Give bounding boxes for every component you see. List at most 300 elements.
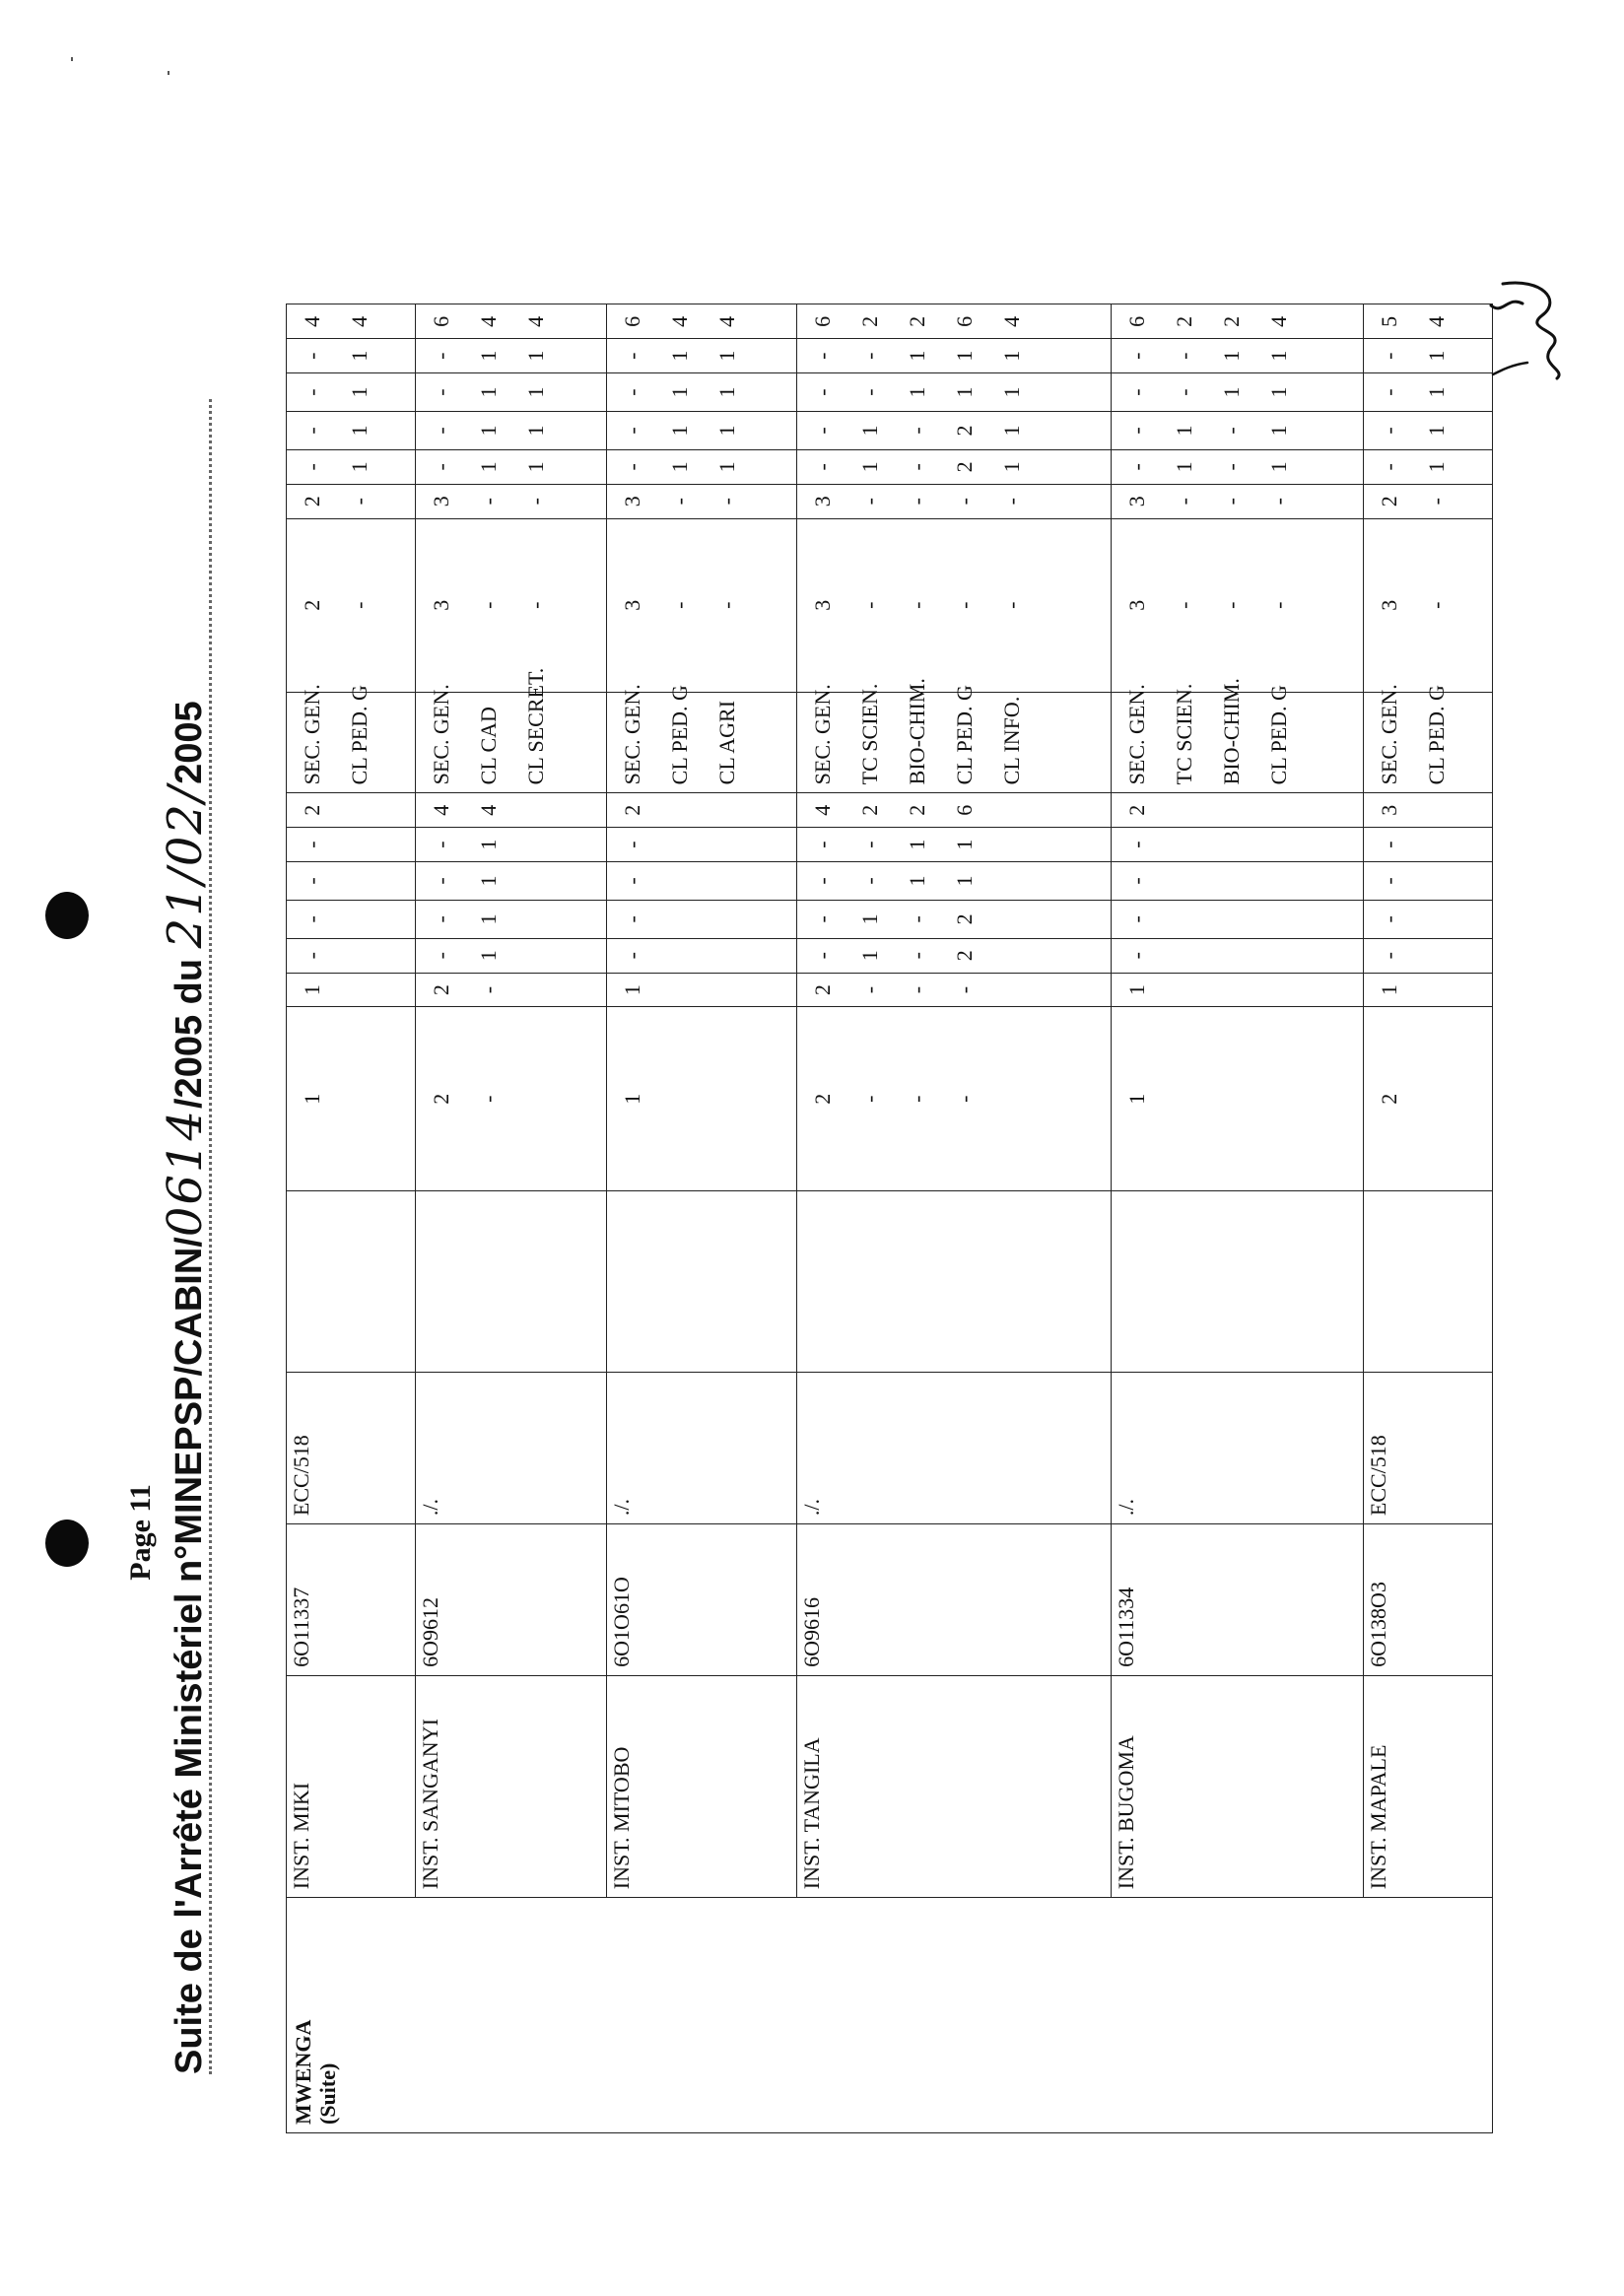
reference: ./. bbox=[1111, 1373, 1363, 1524]
section-count: - bbox=[1123, 388, 1149, 396]
section-total-cell bbox=[606, 304, 797, 339]
class-count: - bbox=[300, 952, 324, 960]
section-count-cell bbox=[797, 339, 1111, 373]
section-count-cell bbox=[1363, 484, 1492, 518]
section-total: 4 bbox=[476, 315, 502, 327]
section-count: 1 bbox=[1423, 350, 1449, 362]
class-count: - bbox=[1123, 841, 1149, 848]
class-count-cell bbox=[797, 938, 1111, 973]
total-value: 2 bbox=[857, 804, 883, 816]
section-count-cell bbox=[1111, 449, 1363, 484]
section-count-cell bbox=[1363, 339, 1492, 373]
section-count: - bbox=[619, 463, 644, 471]
section-count: 1 bbox=[1423, 461, 1449, 473]
section-count: 1 bbox=[347, 350, 372, 362]
class-count: 1 bbox=[476, 875, 502, 887]
school-name: INST. MAPALE bbox=[1363, 1675, 1492, 1897]
section-count: 1 bbox=[1265, 461, 1291, 473]
section-count: 1 bbox=[952, 386, 978, 398]
section-count-cell bbox=[1363, 412, 1492, 450]
class-count-cell bbox=[416, 861, 607, 900]
section-count-cell bbox=[606, 518, 797, 692]
total-value: 4 bbox=[476, 804, 502, 816]
section-count-cell bbox=[287, 339, 416, 373]
section-total: 6 bbox=[952, 315, 978, 327]
section-total: 6 bbox=[810, 315, 836, 327]
class-count: - bbox=[857, 985, 883, 994]
class-count: - bbox=[857, 877, 883, 885]
section-total: 5 bbox=[1376, 315, 1401, 327]
section-count-cell bbox=[287, 412, 416, 450]
section-count: 1 bbox=[857, 461, 883, 473]
section-count: 1 bbox=[1171, 461, 1196, 473]
class-count: - bbox=[905, 1095, 930, 1103]
section-total: 6 bbox=[429, 315, 454, 327]
section-count: 1 bbox=[999, 425, 1025, 437]
decree-number-handwritten: 0614 bbox=[158, 1109, 213, 1238]
section-total: 6 bbox=[1123, 315, 1149, 327]
total-cell bbox=[797, 793, 1111, 828]
class-count: - bbox=[1376, 841, 1401, 848]
class-count-cell bbox=[287, 828, 416, 862]
table-row bbox=[1111, 213, 1363, 2133]
section-count-cell bbox=[287, 518, 416, 692]
class-count: - bbox=[429, 952, 454, 960]
section-count: - bbox=[1171, 601, 1196, 609]
class-count-cell bbox=[287, 861, 416, 900]
section-count-cell bbox=[1111, 518, 1363, 692]
punch-hole bbox=[45, 892, 89, 939]
section-count: 1 bbox=[666, 350, 692, 362]
section-count: - bbox=[857, 498, 883, 506]
class-count: 1 bbox=[1376, 984, 1401, 996]
section-count: 1 bbox=[1423, 425, 1449, 437]
section-count: 1 bbox=[905, 350, 930, 362]
section-count: 1 bbox=[952, 350, 978, 362]
school-name: INST. TANGILA bbox=[797, 1675, 1111, 1897]
section-count: - bbox=[1123, 463, 1149, 471]
section-count: 1 bbox=[666, 461, 692, 473]
section-count: - bbox=[347, 498, 372, 506]
section-count: 1 bbox=[1265, 386, 1291, 398]
section-count: 1 bbox=[347, 425, 372, 437]
section-count: 1 bbox=[857, 425, 883, 437]
class-count: - bbox=[619, 877, 644, 885]
class-count: - bbox=[905, 952, 930, 960]
section-count: - bbox=[476, 601, 502, 609]
class-count: - bbox=[810, 915, 836, 923]
section-count: 1 bbox=[713, 350, 739, 362]
reference: ECC/518 bbox=[287, 1373, 416, 1524]
class-count-cell bbox=[797, 828, 1111, 862]
section-count: - bbox=[619, 352, 644, 360]
section-count-cell bbox=[416, 412, 607, 450]
class-count-cell bbox=[797, 973, 1111, 1007]
class-count: 1 bbox=[1123, 1093, 1149, 1105]
school-name: INST. MIKI bbox=[287, 1675, 416, 1897]
section-count-cell bbox=[797, 373, 1111, 412]
class-count-cell bbox=[1111, 900, 1363, 938]
class-count: - bbox=[1376, 952, 1401, 960]
school-code: 6O138O3 bbox=[1363, 1524, 1492, 1676]
class-count: - bbox=[905, 985, 930, 994]
class-count: - bbox=[476, 1095, 502, 1103]
section-count: - bbox=[1171, 352, 1196, 360]
total-cell bbox=[1111, 793, 1363, 828]
note-cell bbox=[1111, 1190, 1363, 1372]
class-count: - bbox=[952, 985, 978, 994]
section-count: - bbox=[952, 498, 978, 506]
class-count: - bbox=[1123, 877, 1149, 885]
class-count: 1 bbox=[952, 875, 978, 887]
section-count: - bbox=[1218, 427, 1244, 435]
section-count: 1 bbox=[523, 461, 549, 473]
total-value: 2 bbox=[300, 804, 324, 816]
school-code: 6O11337 bbox=[287, 1524, 416, 1676]
signature-initials bbox=[1483, 276, 1577, 384]
class-count-cell bbox=[606, 938, 797, 973]
table-row bbox=[287, 213, 416, 2133]
section-count: 1 bbox=[713, 461, 739, 473]
section-count-cell bbox=[287, 449, 416, 484]
total-cell bbox=[287, 793, 416, 828]
section-count-cell bbox=[606, 484, 797, 518]
school-code: 6O9616 bbox=[797, 1524, 1111, 1676]
class-count: - bbox=[810, 877, 836, 885]
class-count: - bbox=[619, 841, 644, 848]
section-count: 1 bbox=[523, 386, 549, 398]
section-count: - bbox=[999, 601, 1025, 609]
section-count: 1 bbox=[1423, 386, 1449, 398]
section-count: 1 bbox=[666, 386, 692, 398]
section-count-cell bbox=[287, 373, 416, 412]
table-row bbox=[1363, 213, 1492, 2133]
section-count: 1 bbox=[523, 425, 549, 437]
class-count: 2 bbox=[429, 984, 454, 996]
section-total: 4 bbox=[1423, 315, 1449, 327]
class-count-cell bbox=[287, 1007, 416, 1190]
class-count: 2 bbox=[952, 950, 978, 962]
section-count: 1 bbox=[905, 386, 930, 398]
school-code: 6O9612 bbox=[416, 1524, 607, 1676]
section-count: - bbox=[713, 498, 739, 506]
section-count: - bbox=[429, 352, 454, 360]
section-name: SEC. GEN. bbox=[810, 684, 836, 785]
note-cell bbox=[797, 1190, 1111, 1372]
section-total: 4 bbox=[666, 315, 692, 327]
section-count: 3 bbox=[1376, 599, 1401, 611]
section-count-cell bbox=[606, 373, 797, 412]
class-count: 1 bbox=[905, 875, 930, 887]
section-count: - bbox=[429, 388, 454, 396]
class-count-cell bbox=[606, 973, 797, 1007]
reference: ./. bbox=[797, 1373, 1111, 1524]
section-total: 4 bbox=[347, 315, 372, 327]
class-count: - bbox=[810, 952, 836, 960]
section-name: SEC. GEN. bbox=[429, 684, 454, 785]
section-count: - bbox=[666, 601, 692, 609]
class-count-cell bbox=[1363, 938, 1492, 973]
section-count: 1 bbox=[476, 461, 502, 473]
class-count: - bbox=[429, 915, 454, 923]
section-count: 1 bbox=[999, 386, 1025, 398]
total-value: 3 bbox=[1376, 804, 1401, 816]
sections-cell bbox=[1363, 684, 1492, 792]
section-count: - bbox=[1265, 498, 1291, 506]
class-count: 1 bbox=[300, 984, 324, 996]
section-count: - bbox=[810, 463, 836, 471]
section-name: CL PED. G bbox=[1423, 685, 1449, 785]
section-name: BIO-CHIM. bbox=[1218, 678, 1244, 785]
section-name: SEC. GEN. bbox=[300, 684, 324, 785]
class-count: 1 bbox=[476, 839, 502, 850]
section-count: - bbox=[905, 601, 930, 609]
section-count-cell bbox=[416, 449, 607, 484]
section-count-cell bbox=[606, 449, 797, 484]
class-count: - bbox=[619, 952, 644, 960]
class-count: - bbox=[429, 877, 454, 885]
section-count-cell bbox=[1111, 373, 1363, 412]
section-total: 4 bbox=[999, 315, 1025, 327]
section-count: 1 bbox=[1218, 386, 1244, 398]
note-cell bbox=[287, 1190, 416, 1372]
total-value: 4 bbox=[810, 804, 836, 816]
section-count: - bbox=[1171, 498, 1196, 506]
sections-cell bbox=[1111, 678, 1363, 792]
class-count-cell bbox=[797, 1007, 1111, 1190]
class-count: 1 bbox=[905, 839, 930, 850]
class-count: - bbox=[619, 915, 644, 923]
section-total: 2 bbox=[857, 315, 883, 327]
school-name: INST. BUGOMA bbox=[1111, 1675, 1363, 1897]
class-count: - bbox=[810, 841, 836, 848]
section-count: - bbox=[429, 463, 454, 471]
section-count: - bbox=[300, 463, 324, 471]
class-count-cell bbox=[606, 861, 797, 900]
sections-cell bbox=[287, 684, 416, 792]
class-count-cell bbox=[1111, 861, 1363, 900]
total-value: 4 bbox=[429, 804, 454, 816]
section-count-cell bbox=[1111, 339, 1363, 373]
region-name: MWENGA bbox=[291, 2019, 315, 2125]
class-count: 1 bbox=[476, 913, 502, 925]
section-total: 4 bbox=[523, 315, 549, 327]
section-count: - bbox=[1423, 601, 1449, 609]
class-count: 2 bbox=[810, 984, 836, 996]
class-count-cell bbox=[287, 938, 416, 973]
section-count: - bbox=[952, 601, 978, 609]
section-count: 1 bbox=[666, 425, 692, 437]
section-name: CL PED. G bbox=[347, 685, 372, 785]
class-count: - bbox=[1376, 915, 1401, 923]
class-count: 2 bbox=[952, 913, 978, 925]
sections-cell bbox=[606, 684, 797, 792]
note-cell bbox=[1363, 1190, 1492, 1372]
class-count: - bbox=[1123, 952, 1149, 960]
class-count: 1 bbox=[952, 839, 978, 850]
section-total: 2 bbox=[1218, 315, 1244, 327]
section-name: CL PED. G bbox=[666, 685, 692, 785]
section-count-cell bbox=[416, 339, 607, 373]
total-value: 2 bbox=[1123, 804, 1149, 816]
section-count: 1 bbox=[713, 425, 739, 437]
section-total-cell bbox=[1363, 304, 1492, 339]
section-count-cell bbox=[1363, 518, 1492, 692]
class-count: - bbox=[1123, 915, 1149, 923]
section-count: - bbox=[1376, 463, 1401, 471]
section-count: - bbox=[666, 498, 692, 506]
class-count-cell bbox=[1111, 973, 1363, 1007]
scan-speck bbox=[71, 57, 73, 61]
class-count: 1 bbox=[619, 1093, 644, 1105]
section-count: 3 bbox=[619, 599, 644, 611]
class-count: - bbox=[905, 915, 930, 923]
class-count-cell bbox=[416, 938, 607, 973]
class-count-cell bbox=[1111, 828, 1363, 862]
class-count-cell bbox=[416, 900, 607, 938]
punch-hole bbox=[45, 1519, 89, 1567]
section-count: - bbox=[300, 388, 324, 396]
section-total: 6 bbox=[619, 315, 644, 327]
section-count: 3 bbox=[1123, 599, 1149, 611]
section-count: - bbox=[857, 601, 883, 609]
class-count-cell bbox=[287, 900, 416, 938]
section-name: CL INFO. bbox=[999, 696, 1025, 785]
section-name: CL PED. G bbox=[952, 685, 978, 785]
section-count: - bbox=[713, 601, 739, 609]
section-count-cell bbox=[1111, 484, 1363, 518]
section-count-cell bbox=[1111, 412, 1363, 450]
total-value: 2 bbox=[619, 804, 644, 816]
class-count: 1 bbox=[857, 950, 883, 962]
section-name: SEC. GEN. bbox=[1123, 684, 1149, 785]
class-count-cell bbox=[606, 900, 797, 938]
section-total: 4 bbox=[300, 315, 324, 327]
class-count: - bbox=[300, 841, 324, 848]
section-count: - bbox=[300, 427, 324, 435]
header-underline bbox=[209, 399, 212, 2074]
class-count: 1 bbox=[1123, 984, 1149, 996]
decree-mid: /2005 du bbox=[169, 948, 210, 1109]
section-count: - bbox=[1265, 601, 1291, 609]
note-cell bbox=[416, 1190, 607, 1372]
section-count: 2 bbox=[952, 425, 978, 437]
section-count: 1 bbox=[523, 350, 549, 362]
section-count: - bbox=[1218, 601, 1244, 609]
section-count: 1 bbox=[1265, 350, 1291, 362]
class-count: - bbox=[857, 841, 883, 848]
section-count: - bbox=[523, 498, 549, 506]
section-count: 2 bbox=[952, 461, 978, 473]
decree-prefix: Suite de l'Arrêté Ministériel n°MINEPSP/CABIN/ bbox=[169, 1237, 210, 2074]
section-count: 1 bbox=[1218, 350, 1244, 362]
class-count: 2 bbox=[810, 1093, 836, 1105]
class-count-cell bbox=[797, 900, 1111, 938]
section-count: - bbox=[905, 498, 930, 506]
section-count: - bbox=[300, 352, 324, 360]
region-cell bbox=[287, 1898, 1493, 2133]
class-count-cell bbox=[1363, 861, 1492, 900]
class-count: 2 bbox=[429, 1093, 454, 1105]
class-count: 1 bbox=[857, 913, 883, 925]
class-count-cell bbox=[606, 828, 797, 862]
class-count-cell bbox=[1363, 900, 1492, 938]
school-code: 6O11334 bbox=[1111, 1524, 1363, 1676]
table-row bbox=[606, 213, 797, 2133]
section-count: 1 bbox=[999, 350, 1025, 362]
school-name: INST. MITOBO bbox=[606, 1675, 797, 1897]
section-count-cell bbox=[797, 412, 1111, 450]
total-cell bbox=[1363, 793, 1492, 828]
section-count: - bbox=[1376, 427, 1401, 435]
class-count: 1 bbox=[619, 984, 644, 996]
section-count: - bbox=[1218, 498, 1244, 506]
section-count-cell bbox=[606, 339, 797, 373]
decree-date-handwritten: 21/02/ bbox=[158, 783, 213, 949]
section-count: 1 bbox=[476, 350, 502, 362]
section-count: - bbox=[905, 427, 930, 435]
section-count: - bbox=[1218, 463, 1244, 471]
section-name: BIO-CHIM. bbox=[905, 678, 930, 785]
section-count-cell bbox=[416, 518, 607, 692]
section-name: CL SECRET. bbox=[523, 667, 549, 785]
section-count: 2 bbox=[300, 496, 324, 507]
page-number: Page 11 bbox=[124, 1484, 157, 1581]
class-count-cell bbox=[287, 973, 416, 1007]
section-count: 1 bbox=[347, 386, 372, 398]
total-value: 2 bbox=[905, 804, 930, 816]
section-count: - bbox=[619, 388, 644, 396]
table-row bbox=[416, 213, 607, 2133]
section-count: - bbox=[523, 601, 549, 609]
class-count-cell bbox=[416, 1007, 607, 1190]
section-name: CL AGRI bbox=[713, 700, 739, 785]
class-count-cell bbox=[1363, 973, 1492, 1007]
section-count-cell bbox=[797, 484, 1111, 518]
class-count-cell bbox=[416, 973, 607, 1007]
section-count: 1 bbox=[1171, 425, 1196, 437]
section-count-cell bbox=[797, 518, 1111, 692]
reference: ./. bbox=[606, 1373, 797, 1524]
section-name: SEC. GEN. bbox=[619, 684, 644, 785]
section-total-cell bbox=[1111, 304, 1363, 339]
section-count: 3 bbox=[1123, 496, 1149, 507]
section-count: - bbox=[429, 427, 454, 435]
section-count: 3 bbox=[619, 496, 644, 507]
section-count: - bbox=[1376, 352, 1401, 360]
class-count: - bbox=[429, 841, 454, 848]
section-count: - bbox=[1376, 388, 1401, 396]
section-count: - bbox=[810, 388, 836, 396]
section-count: 3 bbox=[810, 599, 836, 611]
section-total: 2 bbox=[1171, 315, 1196, 327]
table-row bbox=[797, 213, 1111, 2133]
class-count: 1 bbox=[476, 950, 502, 962]
schools-table bbox=[286, 212, 1493, 2133]
section-count: 2 bbox=[1376, 496, 1401, 507]
section-count-cell bbox=[1363, 449, 1492, 484]
document-header bbox=[118, 399, 246, 2074]
section-count: - bbox=[619, 427, 644, 435]
scan-speck bbox=[168, 71, 169, 75]
class-count-cell bbox=[606, 1007, 797, 1190]
section-name: TC SCIEN. bbox=[1171, 683, 1196, 785]
section-total: 4 bbox=[1265, 315, 1291, 327]
decree-year: 2005 bbox=[169, 701, 210, 784]
section-count: - bbox=[347, 601, 372, 609]
section-total: 2 bbox=[905, 315, 930, 327]
section-count: - bbox=[999, 498, 1025, 506]
